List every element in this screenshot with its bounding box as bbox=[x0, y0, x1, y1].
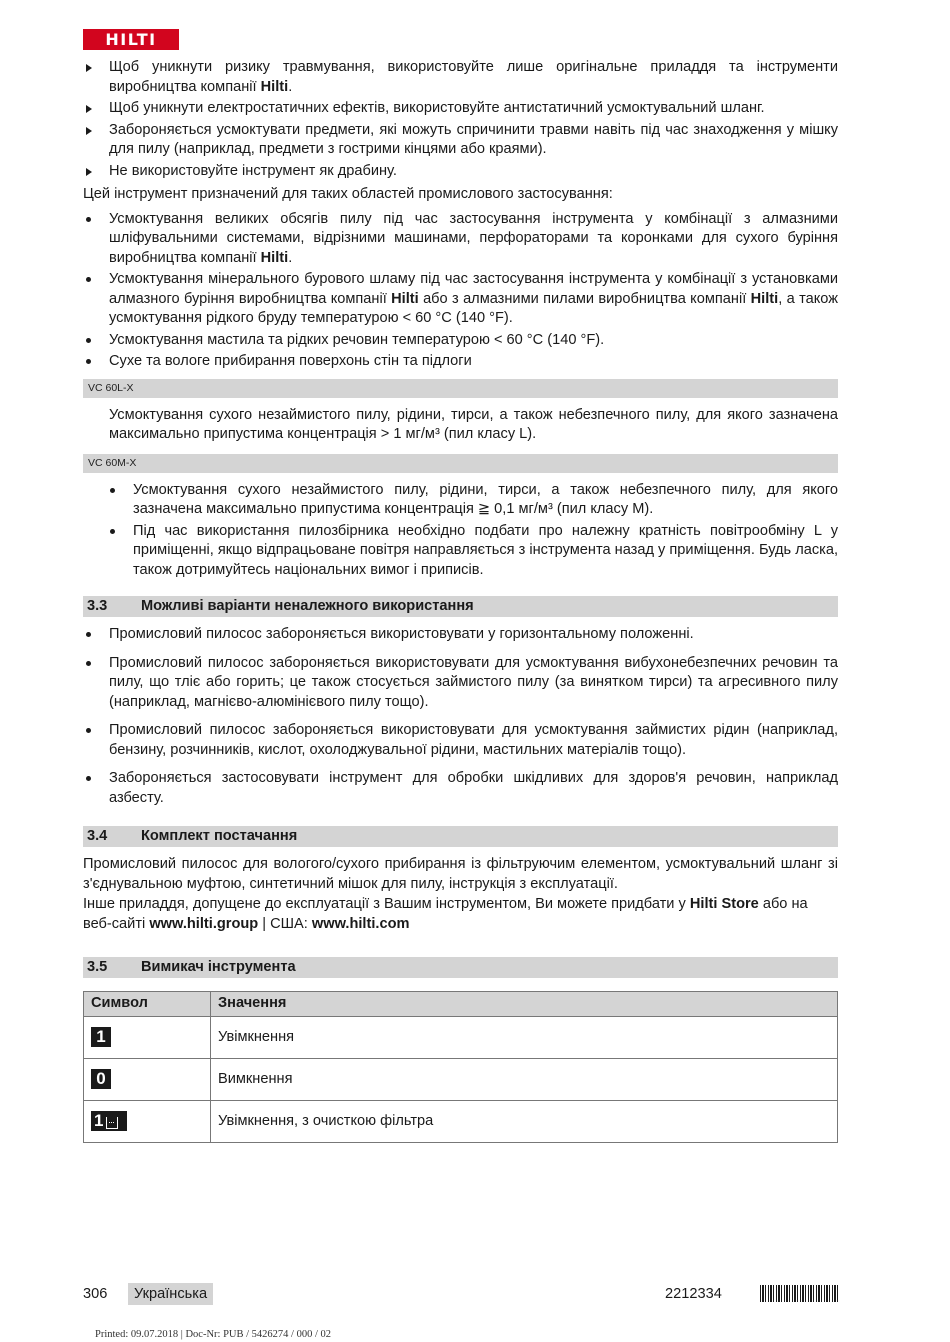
language-label: Українська bbox=[128, 1283, 213, 1305]
warning-item: Забороняється усмоктувати предмети, які можуть спричинити травми навіть під час знаходження у мішку для пилу (наприклад, предмети з гострими кінцями або краями). bbox=[83, 121, 838, 160]
page-content bbox=[83, 58, 838, 1143]
page-footer bbox=[83, 1283, 838, 1305]
intended-use-item: Усмоктування мінерального бурового шламу під час застосування інструмента у комбінації з установками алмазного буріння виробництва компанії Hilti або з алмазними пилами виробництва компанії Hilti, а також усмоктування рідкого бруду температурою < 60 °C (140 °F). bbox=[83, 270, 838, 329]
warnings-list bbox=[83, 58, 838, 181]
hilti-logo bbox=[83, 29, 179, 50]
meaning-cell: Увімкнення bbox=[211, 1017, 838, 1059]
symbol-cell bbox=[84, 1017, 211, 1059]
vc60m-item: Усмоктування сухого незаймистого пилу, рідини, тирси, а також небезпечного пилу, для якого зазначена максимально припустима концентрація ≧ 0,1 мг/м³ (пил класу M). bbox=[83, 481, 838, 520]
table-row bbox=[84, 1059, 838, 1101]
section-heading-3-4: 3.4 Комплект постачання bbox=[83, 826, 838, 847]
meaning-cell: Увімкнення, з очисткою фільтра bbox=[211, 1101, 838, 1143]
vc60m-list bbox=[83, 481, 838, 581]
intended-uses-list bbox=[83, 210, 838, 372]
section-heading-3-3: 3.3 Можливі варіанти неналежного використання bbox=[83, 596, 838, 617]
barcode-icon bbox=[760, 1285, 838, 1302]
misuse-item: Промисловий пилосос забороняється використовувати для усмоктування вибухонебезпечних речовин та пилу, що тліє або горить; це також стосується займистого пилу (за винятком тирси) та агресивного пилу (наприклад, магнієво-алюмінієвого пилу тощо). bbox=[83, 654, 838, 713]
table-row bbox=[84, 1017, 838, 1059]
meaning-cell: Вимкнення bbox=[211, 1059, 838, 1101]
document-number: 2212334 bbox=[665, 1286, 722, 1302]
warning-item: Щоб уникнути ризику травмування, використовуйте лише оригінальне приладдя та інструменти виробництва компанії Hilti. bbox=[83, 58, 838, 97]
accessories-text: Інше приладдя, допущене до експлуатації з Вашим інструментом, Ви можете придбати у Hilti Store або на веб-сайті www.hilti.group | США: www.hilti.com bbox=[83, 896, 808, 932]
section-heading-3-5: 3.5 Вимикач інструмента bbox=[83, 957, 838, 978]
table-header-row bbox=[84, 992, 838, 1017]
misuse-item: Промисловий пилосос забороняється використовувати у горизонтальному положенні. bbox=[83, 625, 838, 645]
page-number: 306 bbox=[83, 1286, 108, 1302]
switch-on-filter-clean-icon: 1 bbox=[91, 1111, 127, 1131]
symbol-cell bbox=[84, 1059, 211, 1101]
delivery-text: Промисловий пилосос для вологого/сухого прибирання із фільтруючим елементом, усмоктувальний шланг зі з'єднувальною муфтою, синтетичний мішок для пилу, інструкція з експлуатації. bbox=[83, 856, 838, 892]
warning-item: Щоб уникнути електростатичних ефектів, використовуйте антистатичний усмоктувальний шланг. bbox=[83, 99, 838, 119]
vc60m-item: Під час використання пилозбірника необхідно подбати про належну кратність повітрообміну L у приміщенні, якщо відпрацьоване повітря направляється з інструмента назад у приміщення. Будь ласка, також дотримуйтесь національних вимог і приписів. bbox=[83, 522, 838, 581]
intended-intro: Цей інструмент призначений для таких областей промислового застосування: bbox=[83, 186, 613, 202]
intended-use-item: Усмоктування великих обсягів пилу під час застосування інструмента у комбінації з алмазними шліфувальними системами, відрізними машинами, перфораторами та коронками для сухого буріння виробництва компанії Hilti. bbox=[83, 210, 838, 269]
warning-item: Не використовуйте інструмент як драбину. bbox=[83, 162, 838, 182]
vc60l-text: Усмоктування сухого незаймистого пилу, рідини, тирси, а також небезпечного пилу, для якого зазначена максимально припустима концентрація > 1 мг/м³ (пил класу L). bbox=[109, 406, 838, 442]
misuse-list bbox=[83, 625, 838, 808]
vc60l-label-bar: VC 60L-X bbox=[83, 379, 838, 398]
switch-table bbox=[83, 991, 838, 1143]
switch-off-icon: 0 bbox=[91, 1069, 111, 1089]
print-info: Printed: 09.07.2018 | Doc-Nr: PUB / 5426274 / 000 / 02 bbox=[95, 1329, 332, 1340]
misuse-item: Промисловий пилосос забороняється використовувати для усмоктування займистих рідин (наприклад, бензину, розчинників, кислот, охолоджувальної рідини, мастильних матеріалів тощо). bbox=[83, 721, 838, 760]
vc60m-label-bar: VC 60M-X bbox=[83, 454, 838, 473]
column-header-symbol: Символ bbox=[84, 992, 211, 1017]
symbol-cell bbox=[84, 1101, 211, 1143]
misuse-item: Забороняється застосовувати інструмент для обробки шкідливих для здоров'я речовин, наприклад азбесту. bbox=[83, 769, 838, 808]
intended-use-item: Сухе та вологе прибирання поверхонь стін та підлоги bbox=[83, 352, 838, 372]
table-row bbox=[84, 1101, 838, 1143]
switch-on-icon: 1 bbox=[91, 1027, 111, 1047]
intended-use-item: Усмоктування мастила та рідких речовин температурою < 60 °C (140 °F). bbox=[83, 331, 838, 351]
column-header-meaning: Значення bbox=[211, 992, 838, 1017]
logo-text: HILTI bbox=[105, 29, 157, 49]
